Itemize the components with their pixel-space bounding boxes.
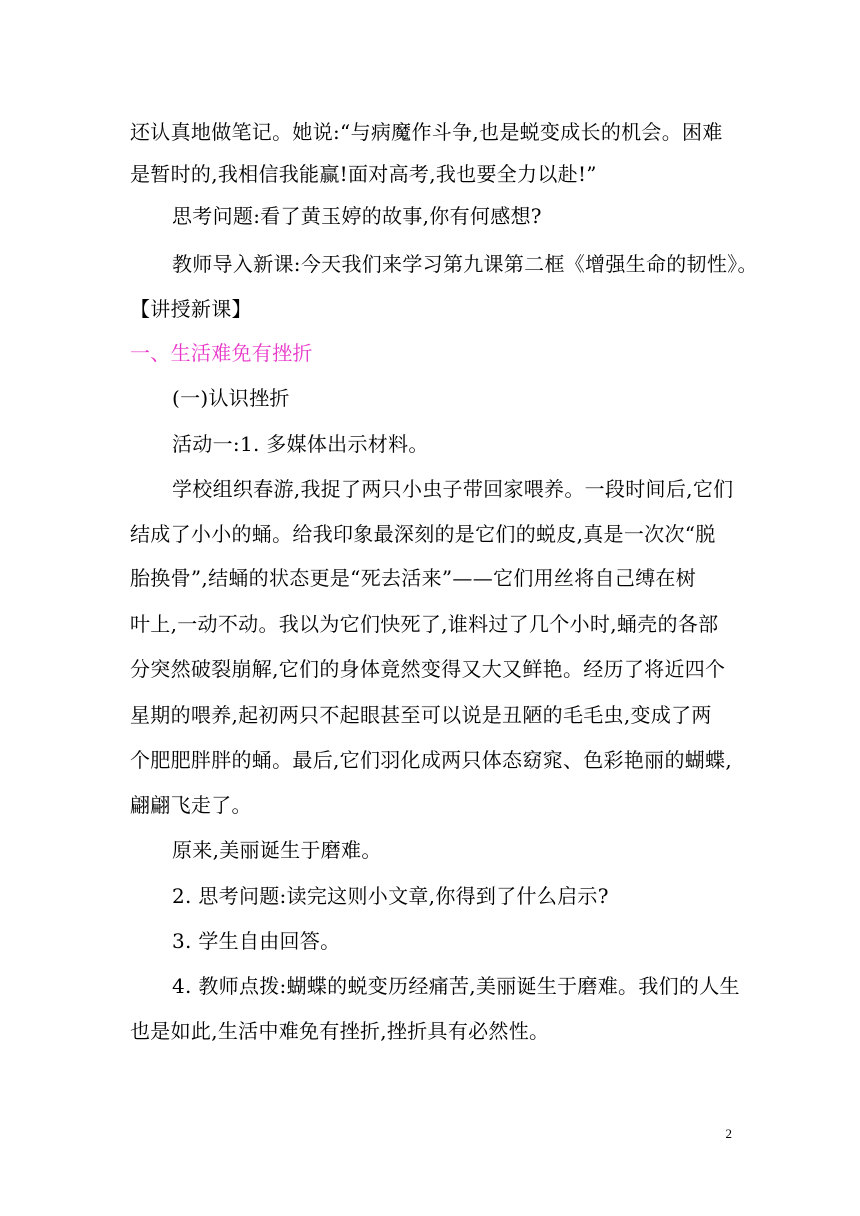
text-line: 个肥肥胖胖的蛹。最后,它们羽化成两只体态窈窕、色彩艳丽的蝴蝶, xyxy=(130,748,733,772)
text-line: 是暂时的,我相信我能赢!面对高考,我也要全力以赴!” xyxy=(130,162,597,186)
subsection-heading: (一)认识挫折 xyxy=(172,386,290,410)
text-line: 结成了小小的蛹。给我印象最深刻的是它们的蜕皮,真是一次次“脱 xyxy=(130,522,716,546)
activity-line: 活动一:1. 多媒体出示材料。 xyxy=(172,432,429,456)
text-line: 胎换骨”,结蛹的状态更是“死去活来”——它们用丝将自己缚在树 xyxy=(130,566,697,590)
text-line: 星期的喂养,起初两只不起眼甚至可以说是丑陋的毛毛虫,变成了两 xyxy=(130,703,712,727)
text-line: 学校组织春游,我捉了两只小虫子带回家喂养。一段时间后,它们 xyxy=(172,477,734,501)
page-number: 2 xyxy=(725,1126,732,1141)
question-line: 2. 思考问题:读完这则小文章,你得到了什么启示? xyxy=(172,884,609,908)
intro-line: 教师导入新课:今天我们来学习第九课第二框《增强生命的韧性》。 xyxy=(172,252,758,276)
text-line: 也是如此,生活中难免有挫折,挫折具有必然性。 xyxy=(130,1019,550,1043)
section-heading: 一、生活难免有挫折 xyxy=(130,341,313,365)
text-line: 还认真地做笔记。她说:“与病魔作斗争,也是蜕变成长的机会。困难 xyxy=(130,120,723,144)
question-line: 思考问题:看了黄玉婷的故事,你有何感想? xyxy=(172,204,542,228)
text-line: 原来,美丽诞生于磨难。 xyxy=(172,838,382,862)
text-line: 3. 学生自由回答。 xyxy=(172,929,341,953)
section-label: 【讲授新课】 xyxy=(130,297,252,321)
text-line: 叶上,一动不动。我以为它们快死了,谁料过了几个小时,蛹壳的各部 xyxy=(130,612,719,636)
text-line: 翩翩飞走了。 xyxy=(130,793,252,817)
text-line: 分突然破裂崩解,它们的身体竟然变得又大又鲜艳。经历了将近四个 xyxy=(130,657,726,681)
text-line: 4. 教师点拨:蝴蝶的蜕变历经痛苦,美丽诞生于磨难。我们的人生 xyxy=(172,974,740,998)
